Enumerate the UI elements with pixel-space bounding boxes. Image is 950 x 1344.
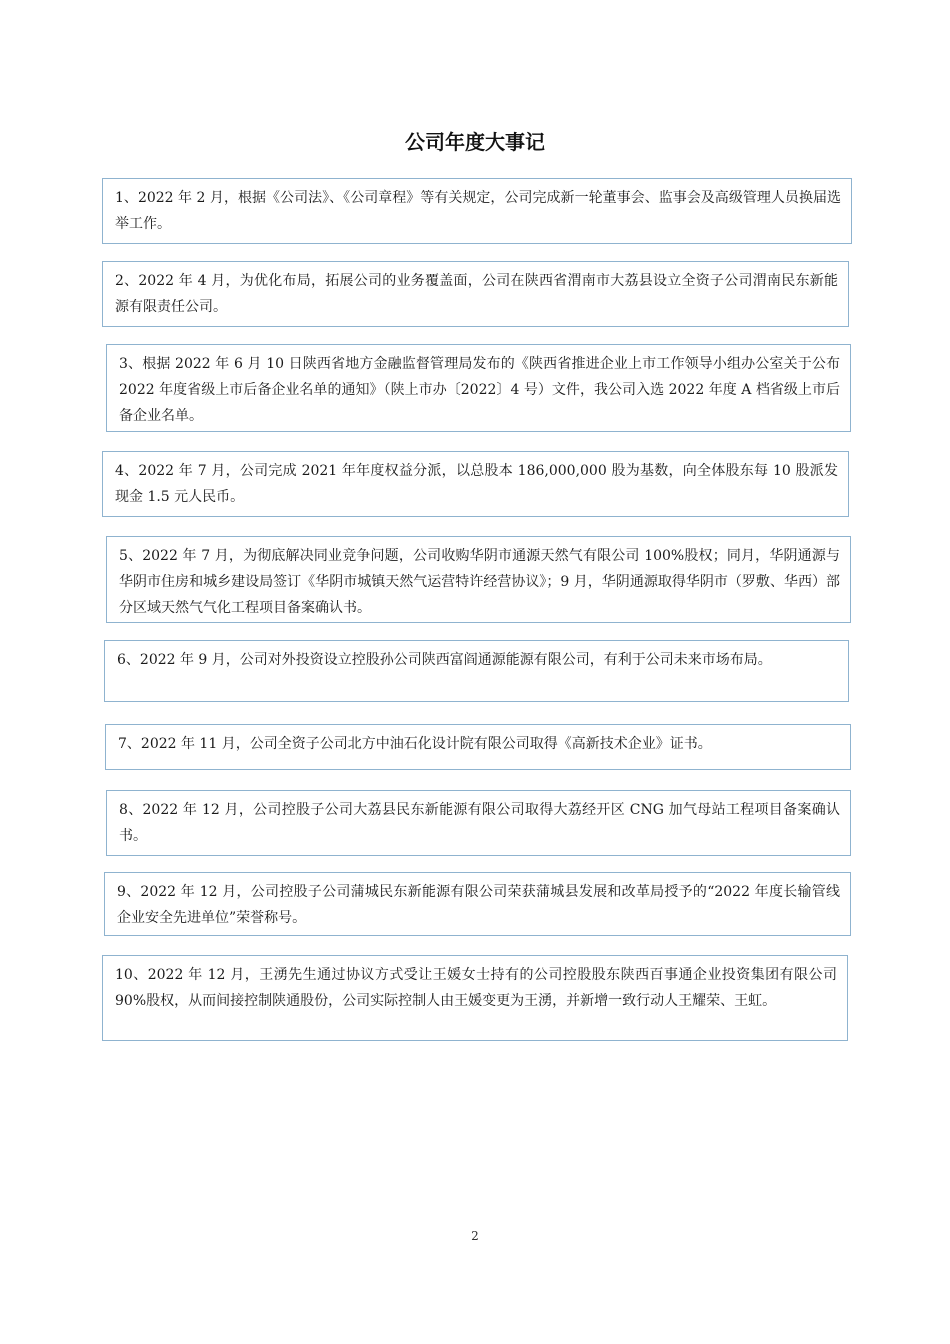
event-9: 9、2022 年 12 月，公司控股子公司蒲城民东新能源有限公司荣获蒲城县发展和改革局授予的“2022 年度长输管线企业安全先进单位”荣誉称号。 [104, 872, 851, 936]
event-3: 3、根据 2022 年 6 月 10 日陕西省地方金融监督管理局发布的《陕西省推进企业上市工作领导小组办公室关于公布 2022 年度省级上市后备企业名单的通知》（陕上市办〔2022〕4 号）文件，我公司入选 2022 年度 A 档省级上市后备企业名单。 [106, 344, 851, 432]
event-8: 8、2022 年 12 月，公司控股子公司大荔县民东新能源有限公司取得大荔经开区 CNG 加气母站工程项目备案确认书。 [106, 790, 851, 856]
page-number: 2 [471, 1229, 479, 1243]
event-1: 1、2022 年 2 月，根据《公司法》、《公司章程》等有关规定，公司完成新一轮董事会、监事会及高级管理人员换届选举工作。 [102, 178, 852, 244]
event-2: 2、2022 年 4 月，为优化布局，拓展公司的业务覆盖面，公司在陕西省渭南市大荔县设立全资子公司渭南民东新能源有限责任公司。 [102, 261, 849, 327]
event-10: 10、2022 年 12 月，王湧先生通过协议方式受让王媛女士持有的公司控股股东陕西百事通企业投资集团有限公司 90%股权，从而间接控制陕通股份，公司实际控制人由王媛变更为王湧，并新增一致行动人王耀荣、王虹。 [102, 955, 848, 1041]
event-6: 6、2022 年 9 月，公司对外投资设立控股孙公司陕西富阎通源能源有限公司，有利于公司未来市场布局。 [104, 640, 849, 702]
event-7: 7、2022 年 11 月，公司全资子公司北方中油石化设计院有限公司取得《高新技术企业》证书。 [105, 724, 851, 770]
event-5: 5、2022 年 7 月，为彻底解决同业竞争问题，公司收购华阴市通源天然气有限公司 100%股权；同月，华阴通源与华阴市住房和城乡建设局签订《华阴市城镇天然气运营特许经营协议》；9 月，华阴通源取得华阴市（罗敷、华西）部分区域天然气气化工程项目备案确认书。 [106, 536, 851, 623]
page-title: 公司年度大事记 [405, 130, 545, 154]
event-4: 4、2022 年 7 月，公司完成 2021 年年度权益分派，以总股本 186,000,000 股为基数，向全体股东每 10 股派发现金 1.5 元人民币。 [102, 451, 849, 517]
